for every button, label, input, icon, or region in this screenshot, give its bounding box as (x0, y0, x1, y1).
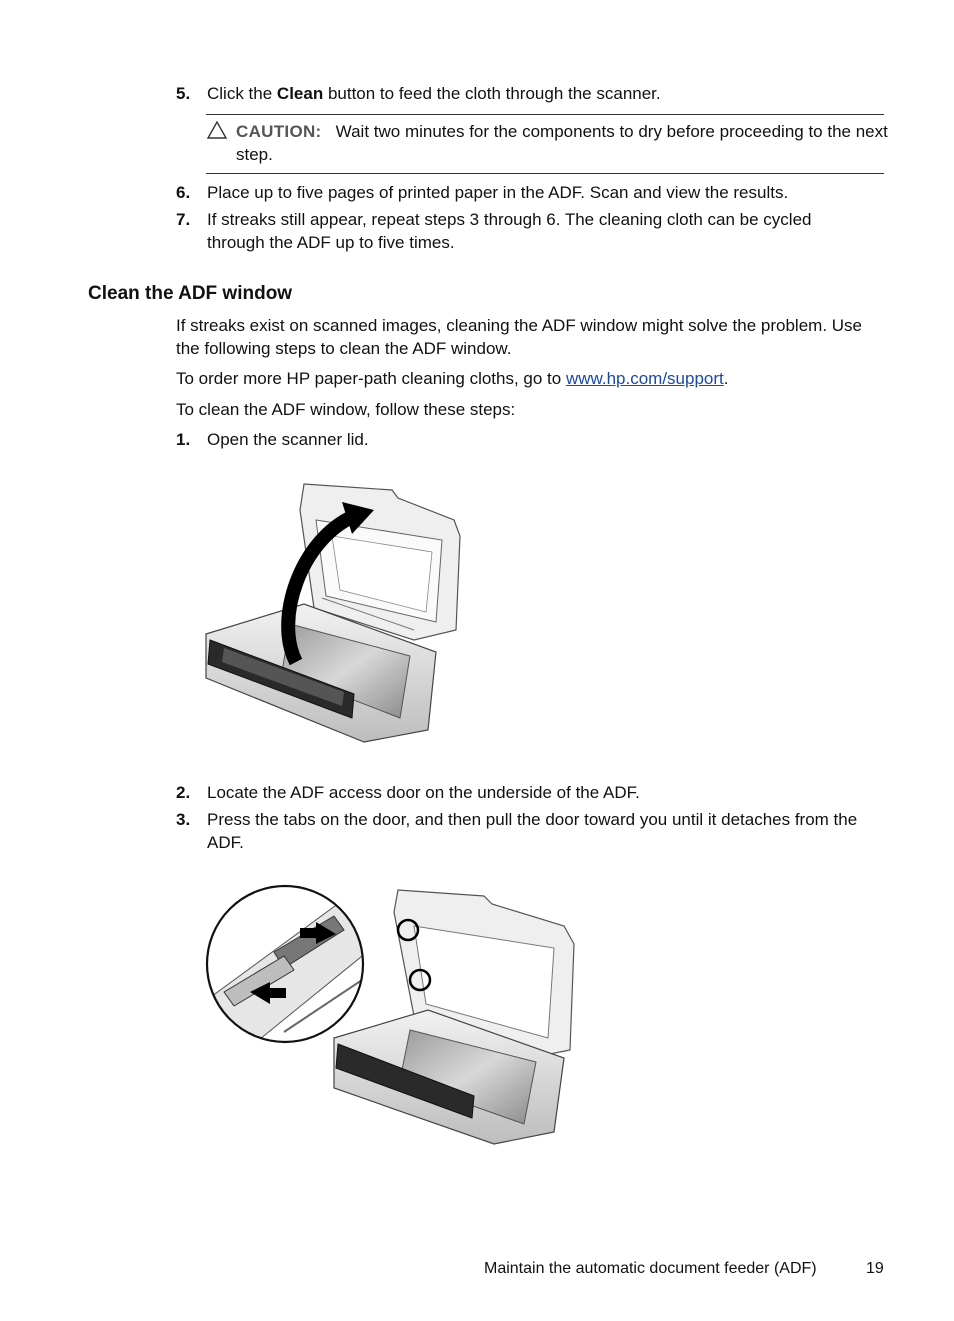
section-heading: Clean the ADF window (88, 283, 293, 304)
clean-button-name: Clean (276, 84, 324, 103)
page-number: 19 (866, 1260, 884, 1277)
step-text-pre: Click the (207, 84, 277, 103)
paragraph-order (176, 367, 888, 390)
step-number: 2. (176, 783, 191, 802)
step-number: 7. (176, 210, 191, 229)
paragraph-intro: If streaks exist on scanned images, cleaning the ADF window might solve the problem. Use the following steps to clean the ADF window. (176, 316, 863, 358)
caution-label: CAUTION: (236, 122, 322, 141)
caution-body: Wait two minutes for the components to dry before proceeding to the next step. (236, 122, 888, 164)
step-text: Place up to five pages of printed paper in the ADF. Scan and view the results. (207, 183, 789, 202)
step-text: Open the scanner lid. (207, 430, 369, 449)
step-number: 6. (176, 183, 191, 202)
footer-title: Maintain the automatic document feeder (ADF) (484, 1260, 817, 1277)
scanner-lid-open-illustration (204, 480, 466, 744)
paragraph-steps-intro: To clean the ADF window, follow these steps: (176, 400, 516, 419)
caution-text (236, 120, 888, 166)
step-text (207, 82, 887, 105)
step-text: Press the tabs on the door, and then pull the door toward you until it detaches from the ADF. (207, 810, 858, 852)
adf-door-illustration (204, 882, 582, 1146)
step-text-post: button to feed the cloth through the scanner. (323, 84, 661, 103)
order-text: To order more HP paper-path cleaning cloths, go to (176, 369, 566, 388)
order-period: . (723, 369, 729, 388)
step-number: 1. (176, 430, 191, 449)
support-link[interactable]: www.hp.com/support (565, 369, 724, 388)
step-number: 5. (176, 84, 191, 103)
step-text: Locate the ADF access door on the underside of the ADF. (207, 783, 640, 802)
step-number: 3. (176, 810, 191, 829)
step-text: If streaks still appear, repeat steps 3 through 6. The cleaning cloth can be cycled through the ADF up to five times. (207, 210, 812, 252)
